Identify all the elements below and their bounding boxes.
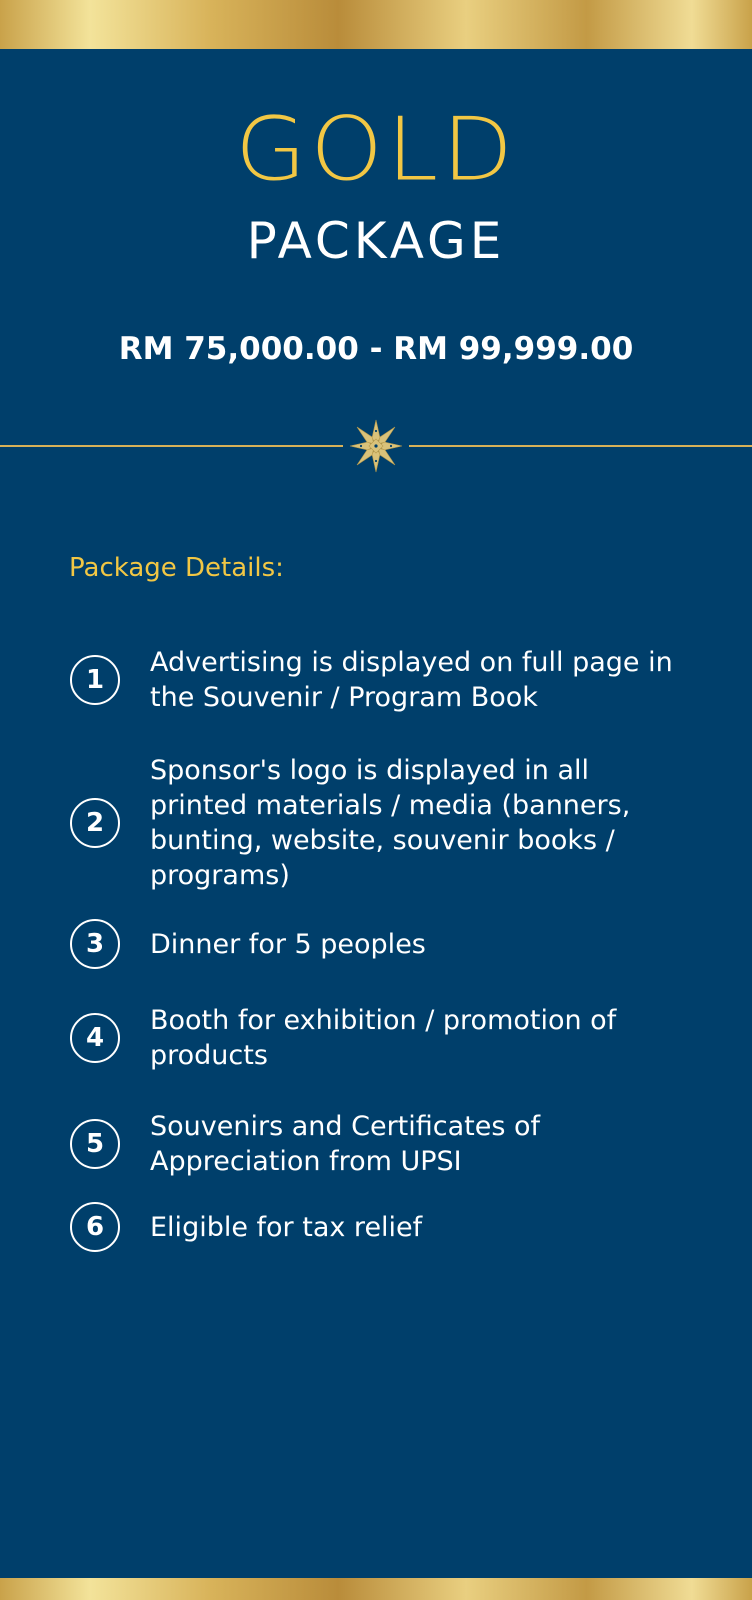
package-subtitle: PACKAGE: [246, 212, 506, 270]
item-number-badge: 5: [70, 1119, 120, 1169]
list-item: [70, 645, 690, 715]
item-text: Sponsor's logo is displayed in all printed materials / media (banners, bunting, website, souvenir books / programs): [150, 755, 631, 891]
item-number-badge: 6: [70, 1202, 120, 1252]
package-title: GOLD: [235, 98, 517, 201]
item-text: Advertising is displayed on full page in the Souvenir / Program Book: [150, 647, 673, 713]
list-item: [70, 753, 690, 893]
bottom-gold-border: [0, 1578, 752, 1600]
divider-line-right: [409, 445, 752, 447]
item-number-badge: 3: [70, 919, 120, 969]
item-number-badge: 4: [70, 1013, 120, 1063]
item-number-badge: 2: [70, 798, 120, 848]
list-item: [70, 1202, 690, 1252]
item-number-badge: 1: [70, 655, 120, 705]
top-gold-border: [0, 0, 752, 49]
item-text: Souvenirs and Certificates of Appreciation from UPSI: [150, 1111, 541, 1177]
list-item: [70, 1003, 690, 1073]
item-text: Eligible for tax relief: [150, 1211, 423, 1243]
details-heading: Package Details:: [69, 553, 284, 583]
star-ornament-icon: [348, 418, 404, 474]
item-text: Dinner for 5 peoples: [150, 928, 426, 960]
price-range: RM 75,000.00 - RM 99,999.00: [118, 331, 634, 367]
divider-line-left: [0, 445, 343, 447]
list-item: [70, 1109, 690, 1179]
list-item: [70, 919, 690, 969]
item-text: Booth for exhibition / promotion of products: [150, 1005, 617, 1071]
